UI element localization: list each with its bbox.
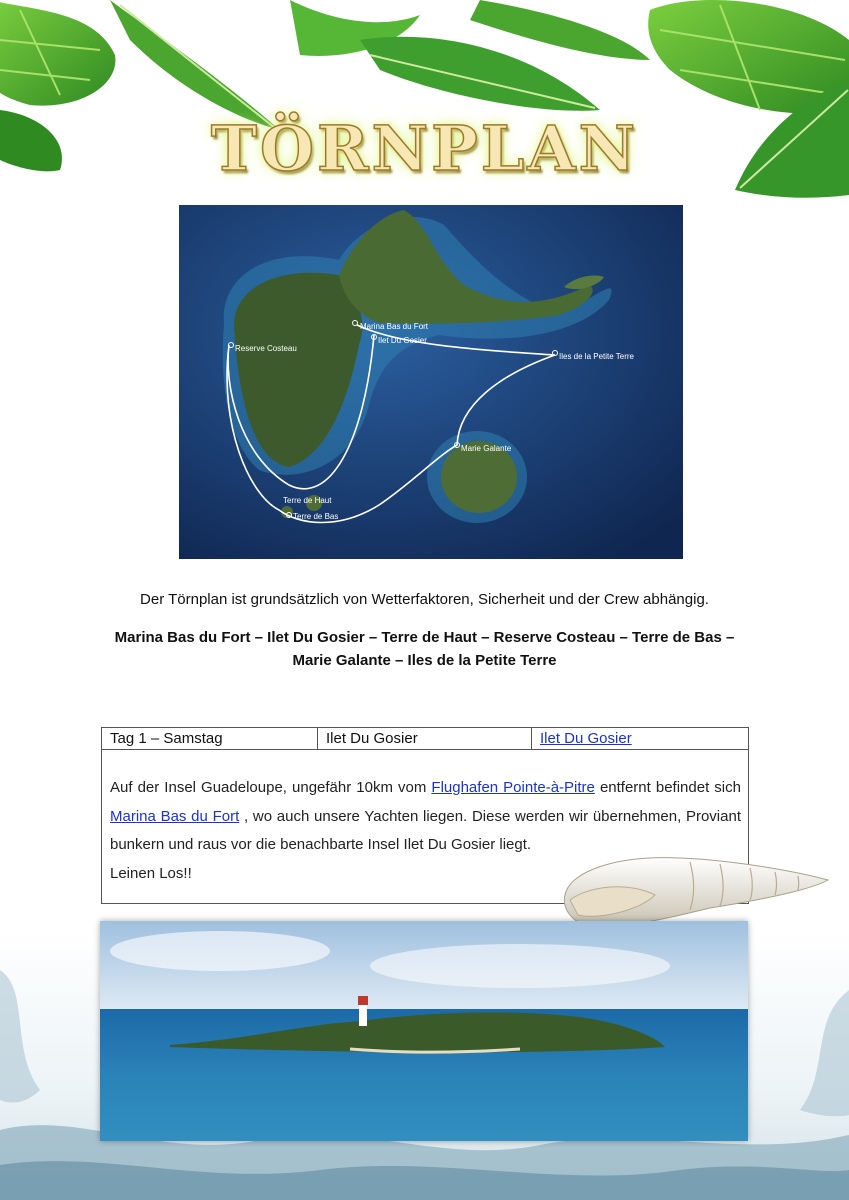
day-1-day-cell: Tag 1 – Samstag [102, 728, 318, 749]
map-label-marie-galante: Marie Galante [461, 444, 512, 453]
day-1-destination-cell: Ilet Du Gosier [318, 728, 532, 749]
airport-link[interactable]: Flughafen Pointe-à-Pitre [431, 779, 595, 796]
day-1-text-a: Auf der Insel Guadeloupe, ungefähr 10km vom [110, 779, 432, 796]
map-label-terre-de-bas: Terre de Bas [293, 512, 339, 521]
route-line-2: Marie Galante – Iles de la Petite Terre [292, 652, 557, 669]
day-1-text-b: entfernt befindet sich [594, 779, 741, 796]
route-map [179, 205, 683, 559]
day-1-text-c: , wo auch unsere Yachten liegen. Diese werden wir übernehmen, Proviant bunkern und raus vor die benachbarte Insel Ilet Du Gosier liegt. [110, 807, 741, 853]
intro-text: Der Törnplan ist grundsätzlich von Wetterfaktoren, Sicherheit und der Crew abhängig. [140, 591, 709, 608]
day-1-closing: Leinen Los!! [110, 864, 192, 882]
island-photo [100, 921, 748, 1141]
map-label-petite-terre: Iles de la Petite Terre [559, 352, 635, 361]
day-1-header-row [102, 728, 748, 750]
map-label-terre-de-haut: Terre de Haut [283, 496, 332, 505]
marina-link[interactable]: Marina Bas du Fort [110, 807, 240, 825]
map-label-reserve: Reserve Costeau [235, 344, 297, 353]
map-label-marina: Marina Bas du Fort [360, 322, 429, 331]
route-summary [100, 626, 749, 672]
map-label-gosier: Ilet Du Gosier [378, 336, 427, 345]
route-line-1: Marina Bas du Fort – Ilet Du Gosier – Terre de Haut – Reserve Costeau – Terre de Bas – [114, 629, 735, 646]
ilet-du-gosier-link[interactable]: Ilet Du Gosier [540, 730, 632, 747]
day-1-link-cell [532, 728, 748, 749]
page-title: TÖRNPLAN [210, 112, 639, 185]
